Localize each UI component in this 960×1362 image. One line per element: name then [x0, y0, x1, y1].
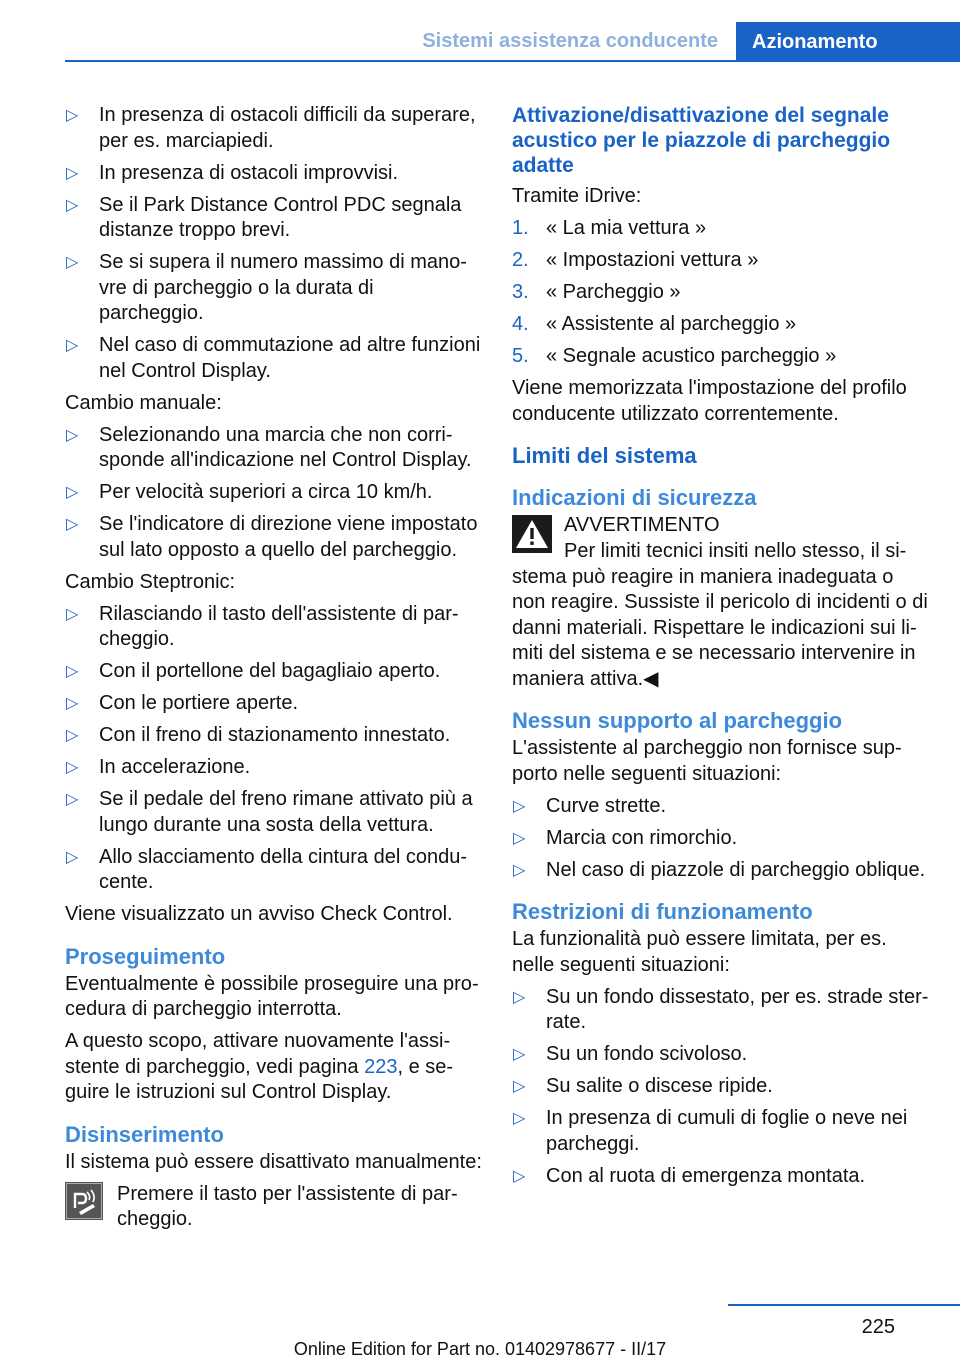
bullet-icon: ▷: [513, 829, 526, 847]
manual-gearbox-list: [65, 423, 483, 564]
bullet-icon: ▷: [66, 254, 79, 271]
list-item: ▷ Con il freno di stazionamento innestato.: [65, 723, 483, 749]
list-item: ▷ Se il pedale del freno rimane attivato più a lungo durante una sosta della vettura.: [66, 788, 473, 836]
steptronic-label: Cambio Steptronic:: [65, 570, 236, 593]
limiti-heading: Limiti del sistema: [512, 443, 697, 468]
list-item: ▷ Nel caso di commutazione ad altre funzioni nel Control Display.: [66, 334, 481, 382]
bullet-icon: ▷: [66, 337, 79, 354]
disinserimento-action: [65, 1182, 483, 1233]
disinserimento-text: Il sistema può essere disattivato manualmente:: [65, 1150, 482, 1173]
disinserimento-action-text: Premere il tasto per l'assistente di parcheggio.: [117, 1182, 458, 1230]
proseguimento-text: Eventualmente è possibile proseguire una procedura di parcheggio interrotta.: [65, 972, 479, 1020]
manual-gearbox-label: Cambio manuale:: [65, 391, 222, 414]
restrizioni-list: [512, 985, 930, 1190]
nessun-supporto-heading: Nessun supporto al parcheggio: [512, 708, 843, 733]
idrive-label: Tramite iDrive:: [512, 185, 642, 207]
list-item: ▷ Con al ruota di emergenza montata.: [512, 1164, 930, 1190]
bullet-icon: ▷: [66, 107, 79, 124]
header-rule: [65, 60, 960, 62]
warning-title: AVVERTIMENTO: [564, 514, 720, 536]
restrizioni-text: La funzionalità può essere limitata, per es. nelle seguenti situazioni:: [512, 928, 887, 976]
list-item: ▷ Con il portellone del bagagliaio aperto.: [65, 659, 483, 685]
list-item: ▷ Se si supera il numero massimo di manovre di parcheggio o la durata di parcheggio.: [66, 251, 467, 324]
bullet-icon: ▷: [66, 759, 79, 776]
idrive-steps: [512, 216, 930, 370]
edition-note: Online Edition for Part no. 01402978677 - II/17: [293, 1339, 667, 1359]
footer-rule: [728, 1304, 960, 1306]
list-item: 4. « Assistente al parcheggio »: [512, 313, 797, 335]
list-item: ▷ Marcia con rimorchio.: [512, 826, 930, 852]
bullet-icon: ▷: [66, 727, 79, 744]
proseguimento-heading: Proseguimento: [65, 943, 226, 969]
list-item: 2. « Impostazioni vettura »: [512, 249, 759, 271]
list-item: ▷ Nel caso di piazzole di parcheggio oblique.: [512, 858, 930, 884]
bullet-icon: ▷: [66, 426, 79, 444]
bullet-icon: ▷: [66, 791, 79, 808]
bullet-icon: ▷: [513, 1167, 526, 1185]
list-item: ▷ Con le portiere aperte.: [65, 691, 483, 717]
page-number: 225: [861, 1316, 895, 1338]
list-item: 3. « Parcheggio »: [512, 281, 681, 303]
page-ref-link[interactable]: 223: [364, 1055, 398, 1078]
list-item: ▷ Su un fondo dissestato, per es. strade sterrate.: [513, 985, 929, 1033]
bullet-icon: ▷: [513, 988, 526, 1006]
check-control-note: Viene visualizzato un avviso Check Control.: [65, 903, 453, 925]
bullet-icon: ▷: [513, 797, 526, 815]
signal-toggle-heading: Attivazione/disattivazione del segnale acustico per le piazzole di parcheggio adatte: [512, 104, 891, 177]
list-item: ▷ Allo slacciamento della cintura del conducente.: [66, 845, 467, 893]
list-item: ▷ In presenza di ostacoli difficili da superare, per es. marciapiedi.: [66, 104, 476, 152]
list-item: ▷ In presenza di cumuli di foglie o neve nei parcheggi.: [513, 1107, 908, 1155]
list-item: ▷ Rilasciando il tasto dell'assistente di parcheggio.: [66, 602, 459, 650]
list-item: 5. « Segnale acustico parcheggio »: [512, 345, 837, 367]
nessun-supporto-list: [512, 794, 930, 884]
bullet-icon: ▷: [513, 861, 526, 879]
warning-block: [512, 513, 930, 557]
restrizioni-heading: Restrizioni di funzionamento: [512, 899, 813, 924]
list-item: ▷ In accelerazione.: [65, 755, 483, 781]
steptronic-list: [65, 602, 483, 896]
disinserimento-heading: Disinserimento: [65, 1121, 224, 1147]
left-column: [65, 103, 483, 1233]
list-item: ▷ Per velocità superiori a circa 10 km/h.: [65, 480, 483, 506]
warning-triangle-icon: [512, 515, 552, 553]
bullet-icon: ▷: [66, 516, 79, 533]
memo-text: Viene memorizzata l'impostazione del profilo conducente utilizzato correntemente.: [512, 377, 907, 425]
bullet-icon: ▷: [66, 695, 79, 712]
list-item: ▷ Se l'indicatore di direzione viene impostato sul lato opposto a quello del parcheggio.: [66, 513, 478, 561]
list-item: ▷ Su salite o discese ripide.: [512, 1074, 930, 1100]
bullet-icon: ▷: [66, 663, 79, 680]
bullet-icon: ▷: [513, 1046, 526, 1063]
sicurezza-heading: Indicazioni di sicurezza: [512, 485, 757, 510]
park-assist-button-icon: [65, 1182, 103, 1220]
list-item: 1. « La mia vettura »: [512, 217, 707, 239]
page-header: [0, 0, 960, 62]
nessun-supporto-text: L'assistente al parcheggio non fornisce supporto nelle seguenti situazioni:: [512, 737, 902, 785]
list-item: ▷ Se il Park Distance Control PDC segnala distanze troppo brevi.: [66, 193, 462, 241]
list-item: ▷ Su un fondo scivoloso.: [512, 1042, 930, 1068]
bullet-icon: ▷: [513, 1110, 526, 1127]
right-column: [512, 103, 930, 1196]
bullet-icon: ▷: [513, 1078, 526, 1095]
bullet-icon: ▷: [66, 484, 79, 501]
header-chapter-tab: Azionamento: [736, 22, 960, 62]
list-item: ▷ In presenza di ostacoli improvvisi.: [65, 161, 483, 187]
bullet-icon: ▷: [66, 164, 79, 182]
header-section-title: Sistemi assistenza conducente: [422, 30, 718, 52]
list-item: ▷ Selezionando una marcia che non corrisponde all'indicazione nel Control Display.: [66, 423, 472, 471]
warning-text: Per limiti tecnici insiti nello stesso, il sistema può reagire in maniera inadeguata o non reagire. Sussiste il pericolo di incidenti o di danni materiali. Rispettare le indicazioni sui limiti del sistema e se necessario intervenire in maniera attiva.◀: [512, 540, 928, 690]
bullet-icon: ▷: [66, 605, 79, 623]
proseguimento-instructions: A questo scopo, attivare nuovamente l'assistente di parcheggio, vedi pagina 223, e seguire le istruzioni sul Control Display.: [65, 1030, 454, 1103]
list-item: ▷ Curve strette.: [512, 794, 930, 820]
bullet-icon: ▷: [66, 196, 79, 214]
limits-list: [65, 103, 483, 384]
bullet-icon: ▷: [66, 848, 79, 866]
